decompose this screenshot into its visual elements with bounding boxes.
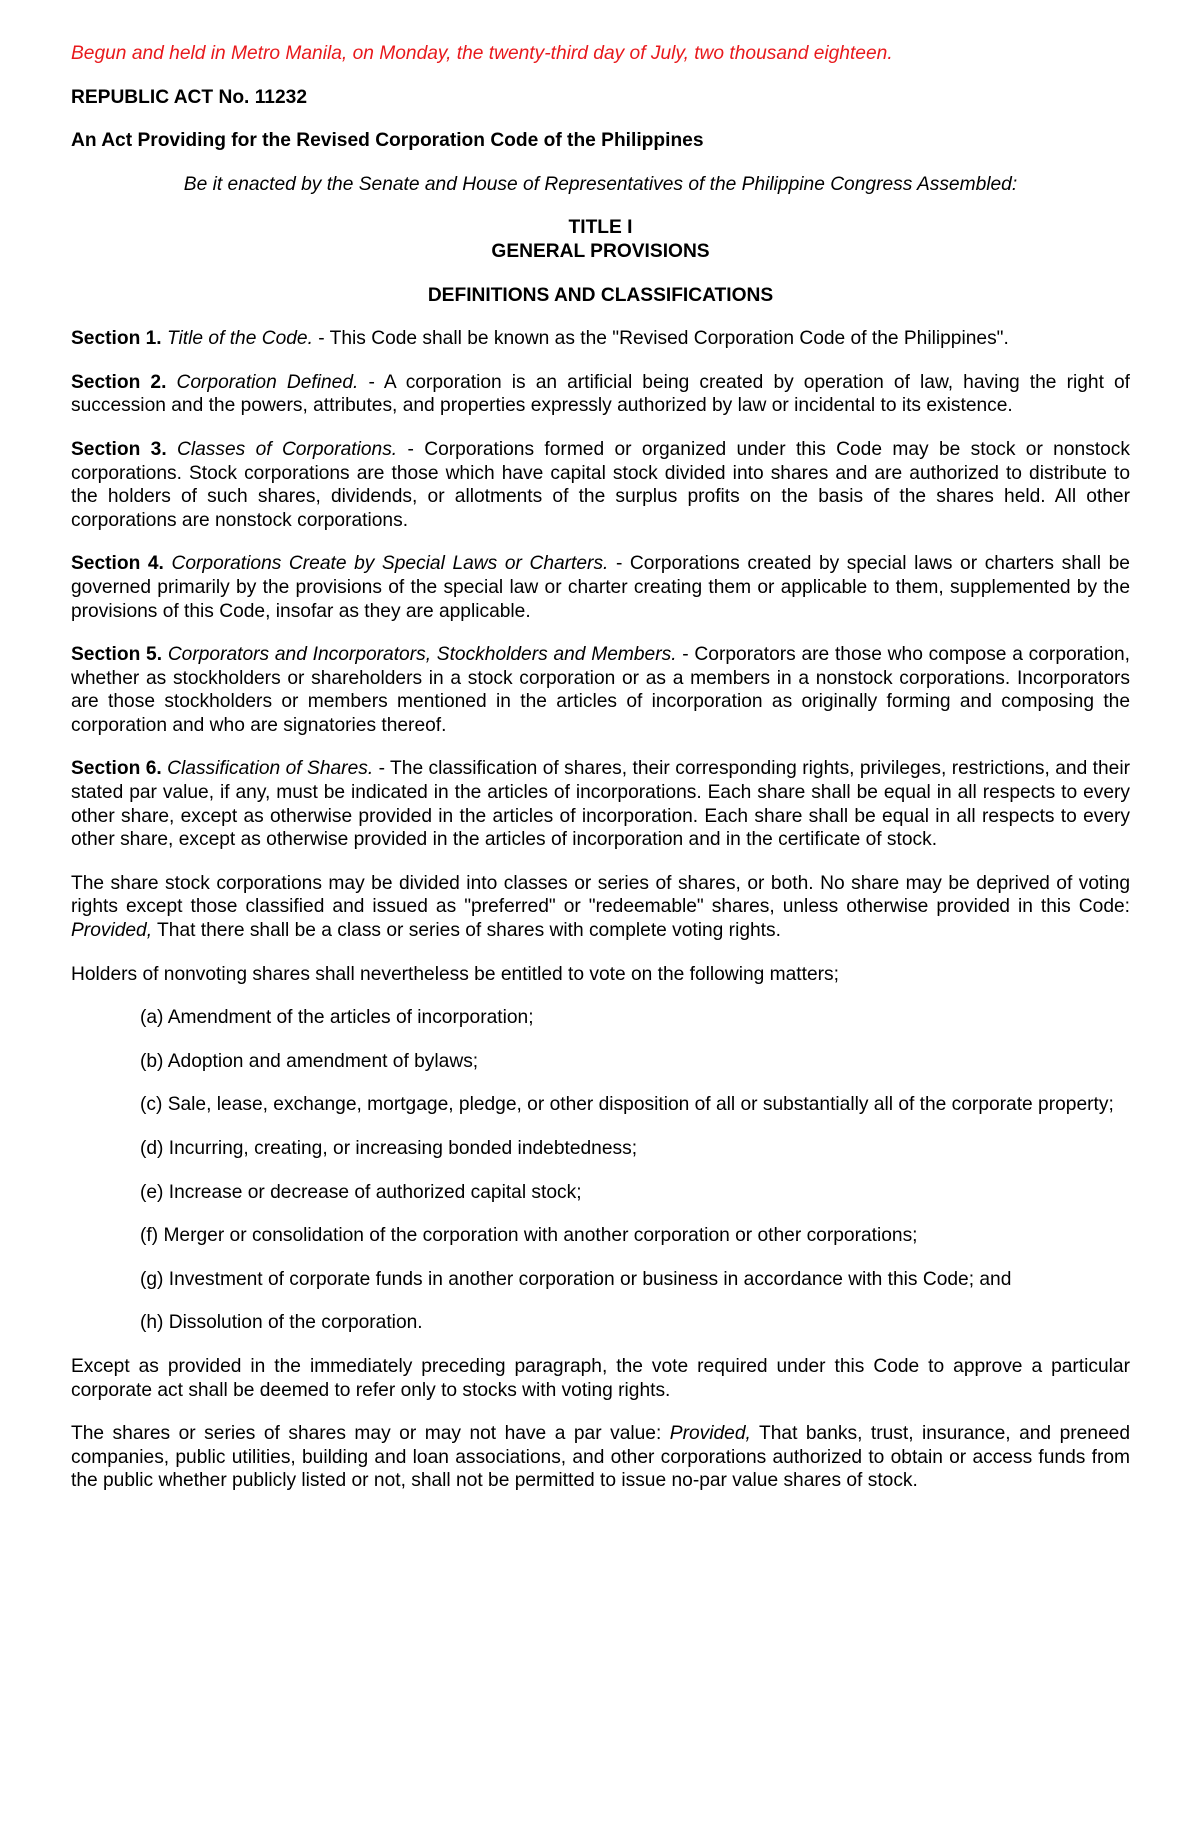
enacting-clause: Be it enacted by the Senate and House of Representatives of the Philippine Congress Assembled: (183, 173, 1018, 195)
list-item: (d) Incurring, creating, or increasing bonded indebtedness; (140, 1138, 638, 1159)
list-item: (h) Dissolution of the corporation. (140, 1312, 423, 1334)
section-label: Section 4. (71, 553, 164, 575)
paragraph-text: The shares or series of shares may or may not have a par value: (71, 1423, 670, 1445)
section-text: - Corporations created by special laws or charters shall be governed primarily by the provisions of the special law or charter creating them or applicable to them, supplemented by the provisions of this Code, insofar as they are applicable. (71, 553, 1130, 622)
title-heading (71, 216, 1130, 263)
section-text: - This Code shall be known as the "Revised Corporation Code of the Philippines". (312, 328, 1009, 350)
act-number: REPUBLIC ACT No. 11232 (71, 86, 307, 108)
proviso: Provided, (71, 920, 153, 942)
section-text: - Corporations formed or organized under this Code may be stock or nonstock corporations. Stock corporations are those which have capital stock divided into shares and are authorized to distribute to the holders of such shares, dividends, or allotments of the surplus profits on the basis of the shares held. All other corporations are nonstock corporations. (71, 438, 1130, 531)
paragraph-text: The share stock corporations may be divided into classes or series of shares, or both. No share may be deprived of voting rights except those classified and issued as "preferred" or "redeemable" shares, unless otherwise provided in this Code: (71, 872, 1130, 918)
section-text: - The classification of shares, their corresponding rights, privileges, restrictions, and their stated par value, if any, must be indicated in the articles of incorporations. Each share shall be equal in all respects to every other share, except as otherwise provided in the articles of incorporation. Each share shall be equal in all respects to every other share, except as otherwise provided in the articles of incorporation and in the certificate of stock. (71, 758, 1130, 851)
section-label: Section 6. (71, 758, 162, 780)
section-heading: Classes of Corporations. (177, 438, 398, 460)
section-6 (71, 757, 1130, 851)
section-3 (71, 438, 1130, 532)
par-value-paragraph (71, 1422, 1130, 1493)
section-heading: Corporation Defined. (176, 371, 359, 393)
section-5 (71, 643, 1130, 737)
section-label: Section 2. (71, 371, 167, 393)
paragraph-text: That banks, trust, insurance, and preneed companies, public utilities, building and loan associations, and other corporations authorized to obtain or access funds from the public whether publicly listed or not, shall not be permitted to issue no-par value shares of stock. (71, 1423, 1130, 1492)
section-label: Section 3. (71, 438, 167, 460)
section-heading: Title of the Code. (166, 328, 313, 350)
section-heading: Classification of Shares. (167, 758, 374, 780)
section-2 (71, 371, 1130, 418)
section-4 (71, 552, 1130, 623)
section-text: - A corporation is an artificial being created by operation of law, having the right of succession and the powers, attributes, and properties expressly authorized by law or incidental to its existence. (71, 371, 1130, 417)
list-item: (g) Investment of corporate funds in another corporation or business in accordance with this Code; and (140, 1268, 1012, 1290)
list-item: (e) Increase or decrease of authorized capital stock; (140, 1181, 582, 1203)
voting-rights-paragraph (71, 872, 1130, 943)
title-number: TITLE I (568, 217, 633, 239)
section-text: - Corporators are those who compose a corporation, whether as stockholders or shareholders in a stock corporation or as a members in a nonstock corporations. Incorporators are those stockholders or members mentioned in the articles of incorporation as originally forming and composing the corporation and who are signatories thereof. (71, 644, 1130, 736)
list-item: (a) Amendment of the articles of incorporation; (140, 1007, 534, 1029)
list-item: (b) Adoption and amendment of bylaws; (140, 1050, 479, 1072)
proviso: Provided, (669, 1423, 751, 1445)
session-line: Begun and held in Metro Manila, on Monday, the twenty-third day of July, two thousand eighteen. (71, 43, 893, 64)
paragraph-text: That there shall be a class or series of shares with complete voting rights. (152, 920, 781, 942)
section-heading: Corporations Create by Special Laws or Charters. (171, 553, 609, 575)
section-label: Section 1. (71, 328, 162, 350)
title-name: GENERAL PROVISIONS (491, 240, 710, 262)
section-label: Section 5. (71, 644, 163, 666)
section-1 (71, 327, 1130, 351)
nonvoting-paragraph: Holders of nonvoting shares shall nevertheless be entitled to vote on the following matters; (71, 963, 839, 985)
act-title: An Act Providing for the Revised Corporation Code of the Philippines (71, 130, 704, 152)
list-item: (c) Sale, lease, exchange, mortgage, pledge, or other disposition of all or substantially all of the corporate property; (140, 1094, 1114, 1116)
voting-requirement-paragraph: Except as provided in the immediately preceding paragraph, the vote required under this Code to approve a particular corporate act shall be deemed to refer only to stocks with voting rights. (71, 1355, 1130, 1401)
list-item: (f) Merger or consolidation of the corporation with another corporation or other corporations; (140, 1225, 918, 1247)
section-heading: Corporators and Incorporators, Stockholders and Members. (167, 644, 677, 666)
chapter-heading: DEFINITIONS AND CLASSIFICATIONS (427, 284, 774, 306)
